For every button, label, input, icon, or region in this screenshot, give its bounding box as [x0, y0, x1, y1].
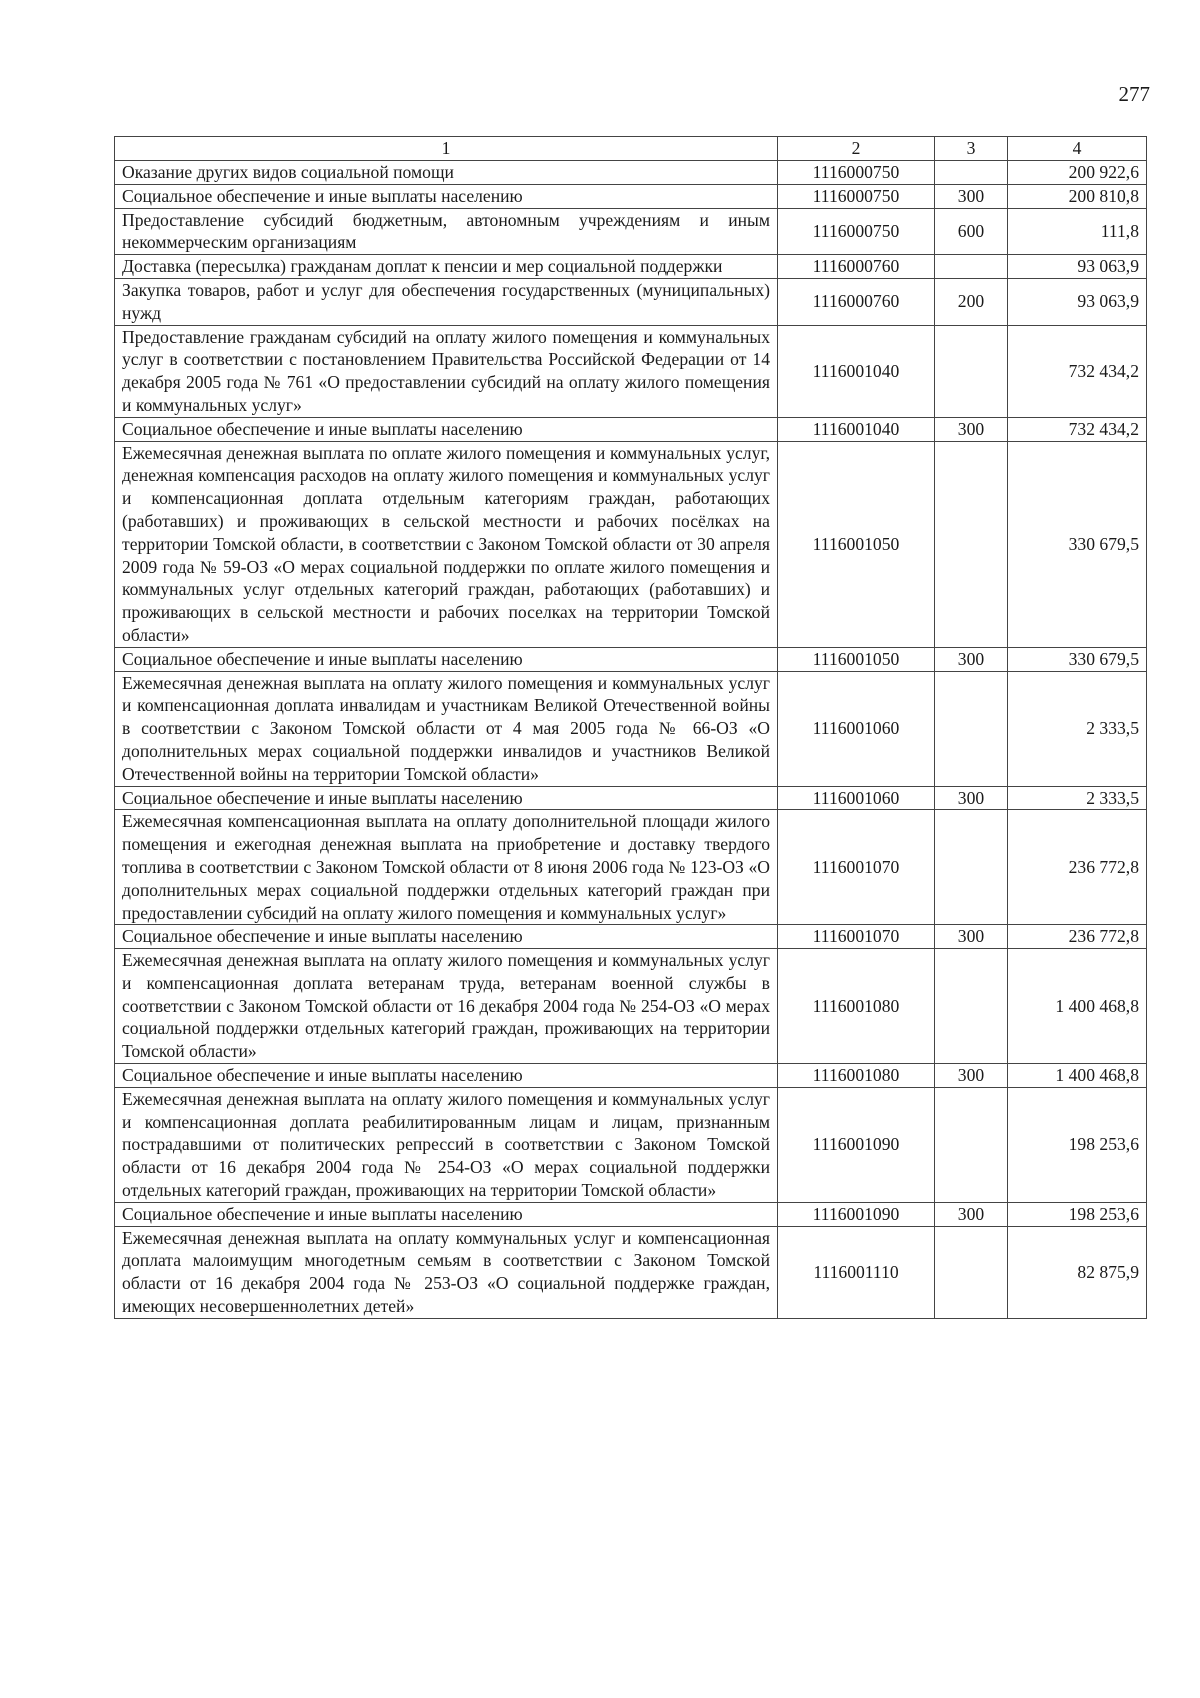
row-expense-type-cell: [935, 161, 1008, 185]
table-row: [115, 1064, 1147, 1088]
row-code-cell: 1116001040: [778, 325, 935, 417]
table-row: [115, 184, 1147, 208]
row-code-cell: 1116001060: [778, 786, 935, 810]
row-name-cell: Оказание других видов социальной помощи: [115, 161, 778, 185]
row-expense-type-cell: 200: [935, 278, 1008, 325]
row-name-cell: Социальное обеспечение и иные выплаты населению: [115, 184, 778, 208]
row-code-cell: 1116001110: [778, 1226, 935, 1318]
row-expense-type-cell: 600: [935, 208, 1008, 255]
row-expense-type-cell: 300: [935, 925, 1008, 949]
row-code-cell: 1116001080: [778, 1064, 935, 1088]
row-expense-type-cell: 300: [935, 184, 1008, 208]
row-code-cell: 1116000760: [778, 278, 935, 325]
row-name-cell: Ежемесячная компенсационная выплата на оплату дополнительной площади жилого помещения и ежегодная денежная выплата на приобретение и доставку твердого топлива в соответствии с Законом Томской области от 8 июня 2006 года № 123-ОЗ «О дополнительных мерах социальной поддержки отдельных категорий граждан при предоставлении субсидий на оплату жилого помещения и коммунальных услуг»: [115, 810, 778, 925]
table-row: [115, 208, 1147, 255]
header-cell: 1: [115, 137, 778, 161]
header-cell: 2: [778, 137, 935, 161]
row-name-cell: Закупка товаров, работ и услуг для обеспечения государственных (муниципальных) нужд: [115, 278, 778, 325]
row-code-cell: 1116001050: [778, 441, 935, 647]
row-amount-cell: 198 253,6: [1008, 1087, 1147, 1202]
row-name-cell: Социальное обеспечение и иные выплаты населению: [115, 647, 778, 671]
row-name-cell: Социальное обеспечение и иные выплаты населению: [115, 417, 778, 441]
row-name-cell: Предоставление гражданам субсидий на оплату жилого помещения и коммунальных услуг в соответствии с постановлением Правительства Российской Федерации от 14 декабря 2005 года № 761 «О предоставлении субсидий на оплату жилого помещения и коммунальных услуг»: [115, 325, 778, 417]
row-amount-cell: 200 922,6: [1008, 161, 1147, 185]
row-amount-cell: 200 810,8: [1008, 184, 1147, 208]
row-amount-cell: 732 434,2: [1008, 417, 1147, 441]
table-row: [115, 417, 1147, 441]
row-amount-cell: 111,8: [1008, 208, 1147, 255]
table-row: [115, 1087, 1147, 1202]
row-amount-cell: 93 063,9: [1008, 278, 1147, 325]
row-amount-cell: 1 400 468,8: [1008, 949, 1147, 1064]
header-cell: 4: [1008, 137, 1147, 161]
row-expense-type-cell: 300: [935, 647, 1008, 671]
row-name-cell: Ежемесячная денежная выплата на оплату жилого помещения и коммунальных услуг и компенсационная доплата инвалидам и участникам Великой Отечественной войны в соответствии с Законом Томской области от 4 мая 2005 года № 66-ОЗ «О дополнительных мерах социальной поддержки инвалидов и участников Великой Отечественной войны на территории Томской области»: [115, 671, 778, 786]
row-expense-type-cell: [935, 810, 1008, 925]
row-name-cell: Ежемесячная денежная выплата на оплату жилого помещения и коммунальных услуг и компенсационная доплата ветеранам труда, ветеранам военной службы в соответствии с Законом Томской области от 16 декабря 2004 года № 254-ОЗ «О мерах социальной поддержки отдельных категорий граждан, проживающих на территории Томской области»: [115, 949, 778, 1064]
row-amount-cell: 330 679,5: [1008, 441, 1147, 647]
table-row: [115, 255, 1147, 279]
row-code-cell: 1116001040: [778, 417, 935, 441]
row-name-cell: Ежемесячная денежная выплата на оплату жилого помещения и коммунальных услуг и компенсационная доплата реабилитированным лицам и лицам, признанным пострадавшими от политических репрессий в соответствии с Законом Томской области от 16 декабря 2004 года № 254-ОЗ «О мерах социальной поддержки отдельных категорий граждан, проживающих на территории Томской области»: [115, 1087, 778, 1202]
row-amount-cell: 2 333,5: [1008, 671, 1147, 786]
table-row: [115, 925, 1147, 949]
row-code-cell: 1116000750: [778, 161, 935, 185]
row-amount-cell: 330 679,5: [1008, 647, 1147, 671]
table-row: [115, 161, 1147, 185]
row-code-cell: 1116000750: [778, 208, 935, 255]
row-code-cell: 1116001090: [778, 1202, 935, 1226]
table-body: [115, 161, 1147, 1319]
row-code-cell: 1116001070: [778, 810, 935, 925]
row-name-cell: Социальное обеспечение и иные выплаты населению: [115, 925, 778, 949]
row-expense-type-cell: 300: [935, 1064, 1008, 1088]
row-expense-type-cell: [935, 441, 1008, 647]
header-row: [115, 137, 1147, 161]
row-name-cell: Социальное обеспечение и иные выплаты населению: [115, 1202, 778, 1226]
row-code-cell: 1116001090: [778, 1087, 935, 1202]
row-name-cell: Доставка (пересылка) гражданам доплат к пенсии и мер социальной поддержки: [115, 255, 778, 279]
row-expense-type-cell: 300: [935, 786, 1008, 810]
row-amount-cell: 2 333,5: [1008, 786, 1147, 810]
row-amount-cell: 93 063,9: [1008, 255, 1147, 279]
row-expense-type-cell: [935, 325, 1008, 417]
row-amount-cell: 732 434,2: [1008, 325, 1147, 417]
row-expense-type-cell: [935, 255, 1008, 279]
row-code-cell: 1116001050: [778, 647, 935, 671]
header-cell: 3: [935, 137, 1008, 161]
budget-table: [114, 136, 1147, 1319]
table-row: [115, 278, 1147, 325]
row-amount-cell: 198 253,6: [1008, 1202, 1147, 1226]
row-name-cell: Социальное обеспечение и иные выплаты населению: [115, 786, 778, 810]
row-amount-cell: 82 875,9: [1008, 1226, 1147, 1318]
row-expense-type-cell: 300: [935, 417, 1008, 441]
page-number: 277: [1118, 82, 1150, 106]
table-row: [115, 810, 1147, 925]
row-code-cell: 1116000760: [778, 255, 935, 279]
row-name-cell: Ежемесячная денежная выплата на оплату коммунальных услуг и компенсационная доплата малоимущим многодетным семьям в соответствии с Законом Томской области от 16 декабря 2004 года № 253-ОЗ «О социальной поддержке граждан, имеющих несовершеннолетних детей»: [115, 1226, 778, 1318]
row-expense-type-cell: [935, 671, 1008, 786]
table-row: [115, 441, 1147, 647]
row-code-cell: 1116001080: [778, 949, 935, 1064]
row-amount-cell: 236 772,8: [1008, 810, 1147, 925]
row-name-cell: Социальное обеспечение и иные выплаты населению: [115, 1064, 778, 1088]
table-row: [115, 647, 1147, 671]
row-expense-type-cell: [935, 949, 1008, 1064]
row-code-cell: 1116001060: [778, 671, 935, 786]
row-amount-cell: 236 772,8: [1008, 925, 1147, 949]
row-expense-type-cell: [935, 1226, 1008, 1318]
table-row: [115, 325, 1147, 417]
row-name-cell: Ежемесячная денежная выплата по оплате жилого помещения и коммунальных услуг, денежная компенсация расходов на оплату жилого помещения и коммунальных услуг и компенсационная доплата отдельным категориям граждан, работающих (работавших) и проживающих в сельской местности и рабочих посёлках на территории Томской области, в соответствии с Законом Томской области от 30 апреля 2009 года № 59-ОЗ «О мерах социальной поддержки по оплате жилого помещения и коммунальных услуг отдельных категорий граждан, работающих (работавших) и проживающих в сельской местности и рабочих поселках на территории Томской области»: [115, 441, 778, 647]
table-row: [115, 1202, 1147, 1226]
table-row: [115, 786, 1147, 810]
row-name-cell: Предоставление субсидий бюджетным, автономным учреждениям и иным некоммерческим организациям: [115, 208, 778, 255]
row-code-cell: 1116001070: [778, 925, 935, 949]
row-code-cell: 1116000750: [778, 184, 935, 208]
row-expense-type-cell: [935, 1087, 1008, 1202]
table-row: [115, 1226, 1147, 1318]
row-expense-type-cell: 300: [935, 1202, 1008, 1226]
table-row: [115, 671, 1147, 786]
table-row: [115, 949, 1147, 1064]
row-amount-cell: 1 400 468,8: [1008, 1064, 1147, 1088]
